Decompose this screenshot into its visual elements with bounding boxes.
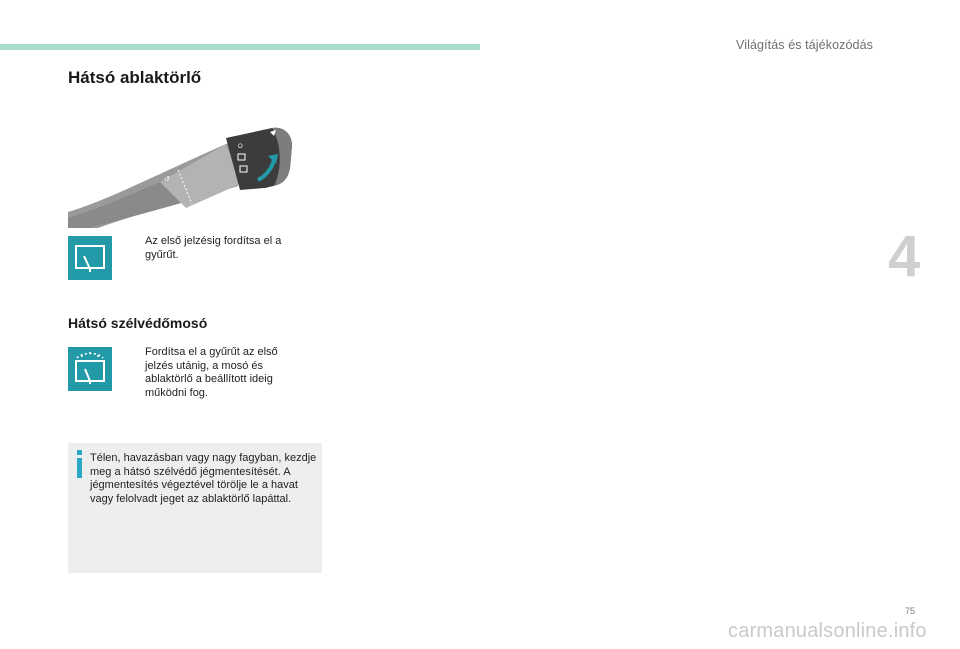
rear-washer-instruction	[126, 346, 302, 400]
watermark: carmanualsonline.info	[728, 620, 927, 642]
chapter-number: 4	[888, 224, 921, 289]
rear-washer-instruction-text: Fordítsa el a gyűrűt az első jelzés utánig, a mosó és ablaktörlő a beállított ideig működni fog.	[145, 346, 278, 399]
info-box-text: Télen, havazásban vagy nagy fagyban, kezdje meg a hátsó szélvédő jégmentesítését. A jégmentesítés végeztével törölje le a havat vagy felolvadt jeget az ablaktörlő lapáttal.	[90, 452, 317, 505]
chapter-header: Világítás és tájékozódás	[736, 38, 873, 52]
wiper-stalk-illustration	[68, 110, 322, 228]
svg-text:↺: ↺	[164, 176, 170, 183]
info-icon	[74, 449, 86, 479]
section-title-rear-washer: Hátsó szélvédőmosó	[68, 315, 208, 331]
rear-wiper-icon	[68, 236, 112, 280]
page-number: 75	[905, 606, 916, 616]
top-rule	[0, 44, 480, 50]
rear-wiper-instruction	[126, 235, 306, 262]
info-box	[68, 443, 322, 573]
section-title-rear-wiper: Hátsó ablaktörlő	[68, 68, 202, 87]
svg-text:O: O	[238, 144, 243, 150]
rear-washer-icon	[68, 347, 112, 391]
rear-wiper-instruction-text: Az első jelzésig fordítsa el a gyűrűt.	[145, 235, 282, 261]
